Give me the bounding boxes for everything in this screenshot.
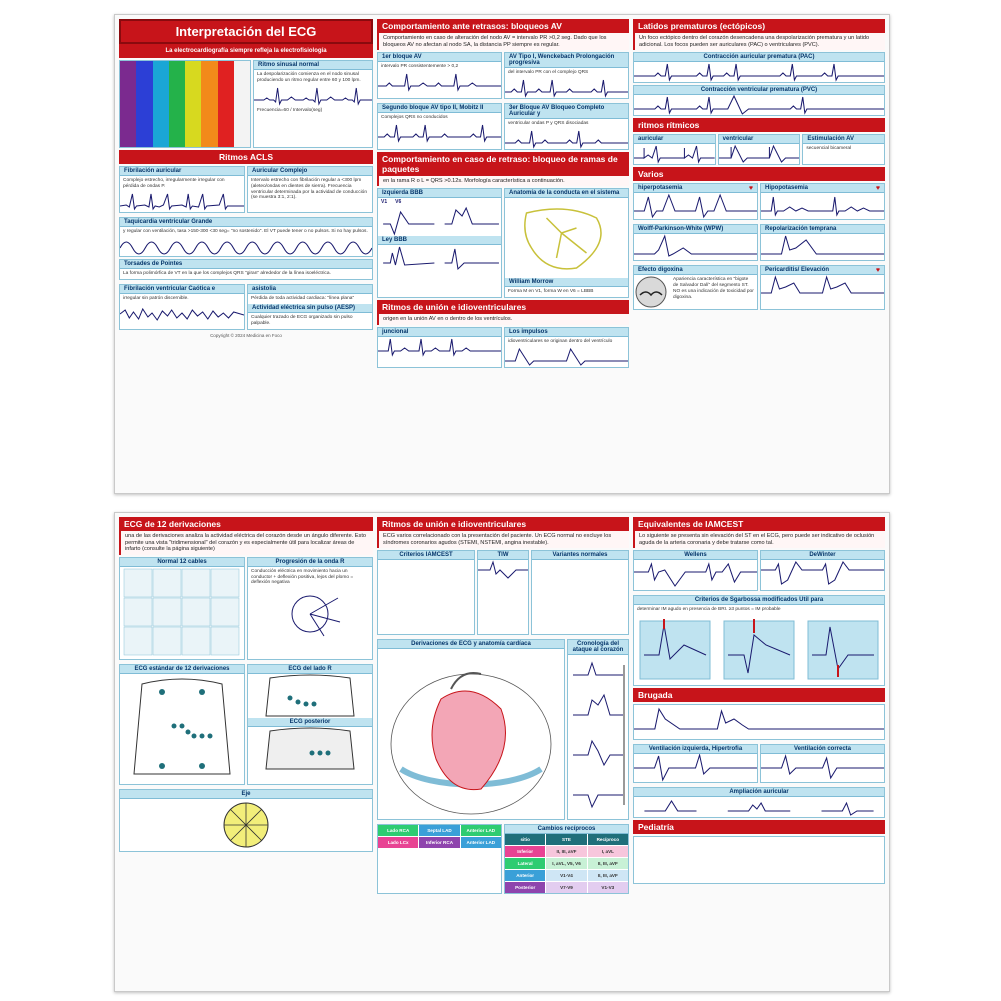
pvc-trace	[634, 95, 884, 115]
digoxin-text: Apariencia característica en "bigote de Salvador Dalí" del segmento ST. NO es una indicación de toxicidad por digoxina.	[673, 277, 754, 300]
wellens-box	[633, 550, 758, 591]
normal-sinus-trace	[254, 86, 372, 106]
stemi-equivalents-heading: Equivalentes de IAMCEST	[633, 517, 885, 531]
asystole-text: Pérdida de toda actividad cardiaca: "línea plana"	[251, 296, 355, 302]
reciprocal-changes-box	[504, 824, 629, 894]
misc-heading: Varios	[633, 167, 885, 181]
pea-text: Cualquier trazado de ECG organizado sin pulso palpable.	[251, 314, 353, 326]
mobitz2-title: Segundo bloque AV tipo II, Mobitz II	[378, 104, 501, 113]
idioventricular-text: idioventriculares se originan dentro del ventrículo	[508, 338, 613, 344]
lvh-box	[633, 744, 758, 783]
table-cell: II, III, aVF	[546, 846, 586, 857]
cardiac-anatomy-title: Derivaciones de ECG y anatomía cardíaca	[378, 640, 564, 649]
pvc-title: Contracción ventricular prematura (PVC)	[634, 86, 884, 95]
pericarditis-trace	[761, 275, 884, 301]
wpw-title: Wolff-Parkinson-White (WPW)	[634, 225, 757, 234]
paced-rhythms-heading: ritmos rítmicos	[633, 118, 885, 132]
torsades-text: La forma polimórfica de VT en la que los complejos QRS "giran" alrededor de la línea isoeléctrica.	[123, 271, 331, 277]
idioventricular-trace	[505, 347, 628, 367]
normal-variants-box	[531, 550, 629, 635]
acls-heading: Ritmos ACLS	[119, 150, 373, 164]
early-repol-title: Repolarización temprana	[761, 225, 884, 234]
mobitz2-trace	[378, 123, 501, 143]
hyperkalemia-title	[634, 184, 757, 193]
territory-cell: Septal LAD	[419, 825, 459, 836]
first-degree-trace	[378, 72, 501, 92]
vfib-trace	[120, 304, 244, 324]
wpw-box	[633, 224, 758, 261]
twelve-lead-intro: una de las derivaciones analiza la actividad eléctrica del corazón desde un ángulo diferente. Esto permite una vista "tridimensional" del corazón y es especialmente útil para localizar áreas de infarto (consulte la página siguiente)	[119, 531, 373, 555]
digoxin-box	[633, 265, 758, 310]
early-repol-trace	[761, 234, 884, 260]
bundle-branch-box	[377, 188, 502, 298]
atrial-paced-title: auricular	[634, 135, 715, 144]
r-wave-progression-title: Progresión de la onda R	[248, 558, 372, 567]
standard-12-lead-box	[119, 664, 245, 785]
afib-trace	[120, 192, 244, 212]
ecg-poster-sheet-1	[114, 14, 890, 494]
vtach-title: Taquicardia ventricular Grande	[120, 218, 372, 227]
hypokalemia-trace	[761, 193, 884, 219]
pediatric-box	[633, 836, 885, 884]
brugada-heading: Brugada	[633, 688, 885, 702]
heart-lead-anatomy-figure	[378, 649, 564, 819]
dewinter-title: DeWinter	[761, 551, 884, 560]
ventricular-paced-trace	[719, 144, 800, 164]
lvh-trace	[634, 754, 757, 782]
normal-12-lead-title: Normal 12 cables	[120, 558, 244, 567]
asystole-box	[247, 284, 373, 329]
axis-box	[119, 789, 373, 852]
table-cell: Lateral	[505, 858, 545, 869]
vfib-text: irregular sin patrón discernible.	[123, 296, 189, 302]
reciprocal-table	[505, 834, 628, 893]
atrial-paced-box	[633, 134, 716, 165]
stemi-intro: ECG varios correlacionado con la presentación del paciente. Un ECG normal no excluye los síndromes coronarios agudos (STEMI, NSTEMI, angina inestable).	[377, 531, 629, 548]
third-degree-trace	[505, 129, 628, 149]
table-cell: I, aVL, V5, V6	[546, 858, 586, 869]
hypokalemia-box	[760, 183, 885, 220]
afib-text: Complejo estrecho, irregularmente irregular con pérdida de ondas P.	[123, 178, 225, 189]
asystole-title: asistolia	[248, 285, 372, 294]
early-repol-box	[760, 224, 885, 261]
wellens-title: Wellens	[634, 551, 757, 560]
william-morrow-formula: Forma M en V1, forma W en V6 = LBBB	[508, 289, 594, 295]
junctional-intro: origen en la unión AV en o dentro de los ventrículos.	[377, 314, 629, 325]
third-degree-text: ventricular ondas P y QRS disociadas	[508, 120, 589, 126]
lvh-title: Ventilación izquierda, Hipertrofia	[634, 745, 757, 754]
reciprocal-changes-title: Cambios recíprocos	[505, 825, 628, 834]
av-paced-title: Estimulación AV	[803, 135, 884, 144]
wenckebach-box	[504, 52, 629, 99]
vfib-title: Fibrilación ventricular Caótica e	[120, 285, 244, 294]
bundle-branch-heading: Comportamiento en caso de retraso: bloqueo de ramas de paquetes	[377, 152, 629, 176]
table-cell: II, III, aVF	[588, 858, 628, 869]
sgarbossa-figure	[634, 615, 884, 685]
tiw-trace	[478, 560, 528, 580]
conduction-system-figure	[505, 198, 628, 278]
normal-variants-title: Variantes normales	[532, 551, 628, 560]
territory-grid-box	[377, 824, 502, 894]
junctional-box	[377, 327, 502, 368]
column-3	[633, 19, 885, 489]
column-3	[633, 517, 885, 987]
r-wave-progression-box	[247, 557, 373, 660]
vtach-text: y regular con ventilación, tasa >150-300 <30 seg= "no sostenido". El VT puede tener o no pulsos. Si no hay pulsos.	[123, 228, 368, 234]
standard-12-lead-title: ECG estándar de 12 derivaciones	[120, 665, 244, 674]
william-morrow-title: William Morrow	[505, 278, 628, 287]
tiw-title: TIW	[478, 551, 528, 560]
rbbb-trace	[378, 245, 501, 275]
stemi-criteria-box	[377, 550, 475, 635]
copyright-text: Copyright © 2024 Medicina en Foco	[210, 332, 282, 338]
sgarbossa-title: Criterios de Sgarbossa modificados Útil para	[634, 596, 884, 605]
chest-lead-placement-figure	[120, 674, 244, 784]
territory-cell: Anterior LAD	[461, 837, 501, 848]
first-degree-text: intervalo PR consistentemente > 0,2	[381, 64, 459, 70]
table-header: sitio	[505, 834, 545, 845]
cardiac-anatomy-box	[377, 639, 565, 820]
wellens-trace	[634, 560, 757, 590]
poster-subtitle: La electrocardiografía siempre refleja la electrofisiología	[119, 44, 373, 58]
heart-icon: ♥	[875, 185, 880, 193]
bundle-branch-intro: en la rama R o L = QRS >0.12s. Morfología característica a continuación.	[377, 176, 629, 187]
aflutter-box	[247, 166, 373, 213]
table-cell: V1-V4	[546, 870, 586, 881]
rvh-trace	[761, 754, 884, 782]
pea-title: Actividad eléctrica sin pulso (AESP)	[248, 304, 372, 313]
table-header: Recíproco	[588, 834, 628, 845]
wenckebach-text: del intervalo PR con el complejo QRS	[508, 70, 589, 76]
vtach-trace	[120, 236, 372, 256]
heart-icon: ♥	[748, 185, 753, 193]
vtach-box	[119, 217, 373, 258]
atrial-enlargement-trace	[634, 797, 884, 817]
junctional-heading: Ritmos de unión e idioventriculares	[377, 300, 629, 314]
ventricular-paced-box	[718, 134, 801, 165]
pac-title: Contracción auricular prematura (PAC)	[634, 53, 884, 62]
column-1	[119, 19, 373, 489]
torsades-box	[119, 259, 373, 280]
brugada-box	[633, 704, 885, 740]
pediatric-heading: Pediatría	[633, 820, 885, 834]
table-cell: Inferior	[505, 846, 545, 857]
table-header: STE	[546, 834, 586, 845]
conduction-anatomy-box	[504, 188, 629, 298]
ecg-poster-sheet-2	[114, 512, 890, 992]
table-cell: V7-V9	[546, 882, 586, 893]
right-sided-ecg-title: ECG del lado R	[248, 665, 372, 674]
afib-box	[119, 166, 245, 213]
premature-beats-intro: Un foco ectópico dentro del corazón desencadena una despolarización prematura y un latido adicional. Los focos pueden ser auriculares (PAC) o ventriculares (PVC).	[633, 33, 885, 50]
table-cell: Anterior	[505, 870, 545, 881]
territory-cell: Lado RCA	[378, 825, 418, 836]
column-2	[377, 517, 629, 987]
pac-trace	[634, 62, 884, 82]
hypokalemia-label: Hipopotasemia	[765, 185, 809, 192]
mobitz2-box	[377, 103, 502, 150]
brugada-trace	[634, 705, 884, 739]
hyperkalemia-trace	[634, 193, 757, 219]
posterior-ecg-title: ECG posterior	[248, 718, 372, 727]
axis-wheel-figure	[120, 799, 372, 851]
pvc-box	[633, 85, 885, 116]
column-2	[377, 19, 629, 489]
idioventricular-box	[504, 327, 629, 368]
twelve-lead-heading: ECG de 12 derivaciones	[119, 517, 373, 531]
third-degree-title: 3er Bloque AV Bloqueo Completo Auricular y	[505, 104, 628, 119]
stemi-criteria-title: Criterios IAMCEST	[378, 551, 474, 560]
heart-icon: ♥	[875, 267, 880, 275]
rvh-title: Ventilación correcta	[761, 745, 884, 754]
dewinter-box	[760, 550, 885, 591]
digoxin-title: Efecto digoxina	[634, 266, 757, 275]
pac-box	[633, 52, 885, 83]
territory-cell: Inferior RCA	[419, 837, 459, 848]
poster-title: Interpretación del ECG	[119, 19, 373, 44]
axis-title: Eje	[120, 790, 372, 799]
aflutter-text: Intervalo estrecho con fibrilación regular a <300 lpm (aleteo/ondas en dientes de sierra). Frecuencia ventricular determinada por la actividad de conducción (se muestra 3:1, 2:1).	[251, 178, 367, 201]
hyperkalemia-box	[633, 183, 758, 220]
table-cell: I, aVL	[588, 846, 628, 857]
av-paced-text: secuencial bicameral	[806, 146, 852, 152]
territory-grid	[378, 825, 501, 848]
first-degree-title: 1er bloque AV	[378, 53, 501, 62]
av-block-intro: Comportamiento en caso de alteración del nodo AV = intervalo PR >0,2 seg. Dado que los bloqueos AV no afectan al nodo SA, la distancia PP siempre es regular.	[377, 33, 629, 50]
pericarditis-label: Pericarditis/ Elevación	[765, 267, 830, 274]
wpw-trace	[634, 234, 757, 260]
wenckebach-title: AV Tipo I, Wenckebach Prolongación progresiva	[505, 53, 628, 68]
posterior-lead-figure	[248, 727, 372, 771]
normal-12-lead-grid	[120, 567, 244, 659]
third-degree-box	[504, 103, 629, 150]
normal-sinus-title: Ritmo sinusal normal	[254, 61, 372, 70]
right-sided-lead-figure	[248, 674, 372, 718]
lbbb-v6-label: V6	[395, 199, 402, 206]
column-1	[119, 517, 373, 987]
r-wave-progression-figure	[248, 588, 372, 638]
av-block-heading: Comportamiento ante retrasos: bloqueos AV	[377, 19, 629, 33]
av-paced-box	[802, 134, 885, 165]
table-cell: V1-V3	[588, 882, 628, 893]
idioventricular-title: Los impulsos	[505, 328, 628, 337]
ventricular-paced-title: ventricular	[719, 135, 800, 144]
atrial-paced-trace	[634, 144, 715, 164]
lbbb-v1-label: V1	[381, 199, 388, 206]
mi-timeline-box	[567, 639, 629, 820]
table-cell: II, III, aVF	[588, 870, 628, 881]
sinus-frequency-formula: Frecuencia=60 / Intervalo(seg)	[257, 107, 323, 113]
dewinter-trace	[761, 560, 884, 590]
conduction-spectrum-figure	[119, 60, 251, 148]
normal-sinus-text: La despolarización comienza en el nodo sinusal produciendo un ritmo regular entre 60 y 100 lpm.	[257, 72, 361, 83]
normal-12-lead-box	[119, 557, 245, 660]
pericarditis-title	[761, 266, 884, 275]
conduction-anatomy-title: Anatomía de la conducta en el sistema	[505, 189, 628, 198]
rbbb-title: Ley BBB	[378, 236, 501, 245]
wenckebach-trace	[505, 78, 628, 98]
lbbb-title: Izquierda BBB	[378, 189, 501, 198]
pericarditis-box	[760, 265, 885, 310]
hyperkalemia-label: hiperpotasemia	[638, 185, 683, 192]
sgarbossa-box	[633, 595, 885, 686]
right-sided-ecg-box	[247, 664, 373, 785]
aflutter-title: Auricular Complejo	[248, 167, 372, 176]
atrial-enlargement-title: Ampliación auricular	[634, 788, 884, 797]
sgarbossa-text: determinar IM agudo en presencia de BRI. ≥3 puntos = IM probable	[637, 607, 781, 613]
table-cell: Posterior	[505, 882, 545, 893]
territory-cell: Lado LCx	[378, 837, 418, 848]
mi-timeline-title: Cronología del ataque al corazón	[568, 640, 628, 655]
stemi-heading: Ritmos de unión e idioventriculares	[377, 517, 629, 531]
afib-title: Fibrilación auricular	[120, 167, 244, 176]
territory-cell: Anterior LAD	[461, 825, 501, 836]
rvh-box	[760, 744, 885, 783]
salvador-dali-portrait-icon	[634, 275, 668, 309]
torsades-title: Torsades de Pointes	[120, 260, 372, 269]
r-wave-progression-text: Conducción eléctrica en movimiento hacia un conductor + deflexión positiva, lejos del plomo = deflexión negativa	[251, 568, 354, 586]
hypokalemia-title	[761, 184, 884, 193]
normal-sinus-box	[253, 60, 373, 148]
tiw-box	[477, 550, 529, 635]
atrial-enlargement-box	[633, 787, 885, 818]
first-degree-box	[377, 52, 502, 99]
mobitz2-text: Complejos QRS no conducidos	[381, 114, 448, 120]
stemi-equivalents-intro: Lo siguiente se presenta sin elevación del ST en el ECG, pero puede ser indicativo de oclusión aguda de la arteria coronaria y debe tratarse como tal.	[633, 531, 885, 548]
vfib-box	[119, 284, 245, 329]
mi-timeline-figure	[568, 655, 628, 815]
junctional-title: juncional	[378, 328, 501, 337]
premature-beats-heading: Latidos prematuros (ectópicos)	[633, 19, 885, 33]
junctional-trace	[378, 337, 501, 357]
lbbb-trace	[378, 206, 501, 236]
